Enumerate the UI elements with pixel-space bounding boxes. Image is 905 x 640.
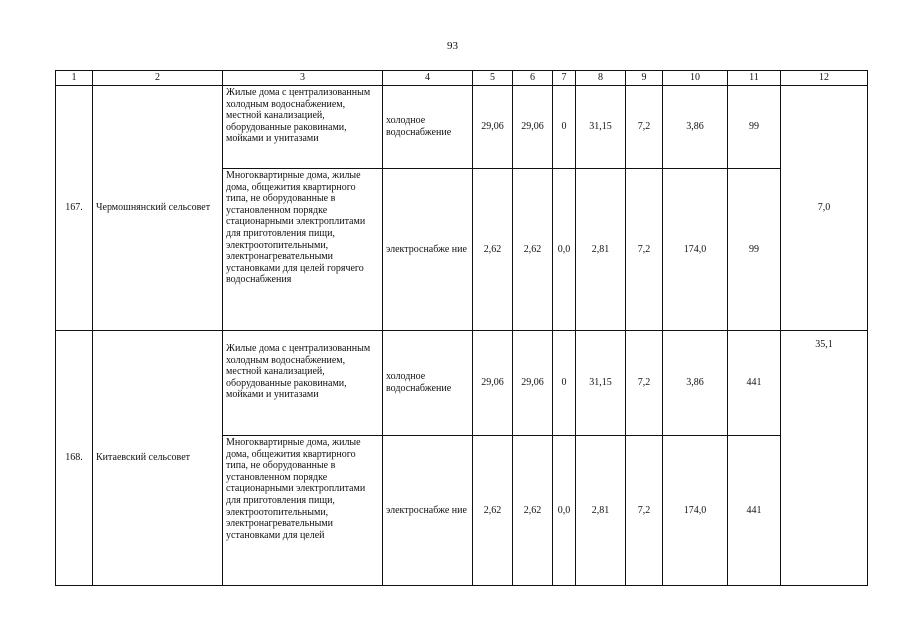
value-col9: 7,2 bbox=[626, 169, 663, 331]
table-row bbox=[56, 331, 868, 436]
group-total: 7,0 bbox=[781, 86, 868, 331]
value-col8: 2,81 bbox=[576, 436, 626, 586]
header-cell: 2 bbox=[93, 71, 223, 86]
group-total: 35,1 bbox=[781, 331, 868, 586]
value-col6: 2,62 bbox=[513, 169, 553, 331]
value-col11: 441 bbox=[728, 436, 781, 586]
value-col10: 174,0 bbox=[663, 436, 728, 586]
header-cell: 4 bbox=[383, 71, 473, 86]
row-number: 167. bbox=[56, 86, 93, 331]
value-col9: 7,2 bbox=[626, 331, 663, 436]
table-row bbox=[56, 86, 868, 169]
housing-description: Жилые дома с централизованным холодным водоснабжением, местной канализацией, оборудованные раковинами, мойками и унитазами bbox=[223, 86, 383, 169]
value-col11: 441 bbox=[728, 331, 781, 436]
municipality-name: Китаевский сельсовет bbox=[93, 331, 223, 586]
value-col8: 31,15 bbox=[576, 86, 626, 169]
value-col7: 0 bbox=[553, 86, 576, 169]
header-cell: 12 bbox=[781, 71, 868, 86]
value-col7: 0,0 bbox=[553, 169, 576, 331]
header-cell: 9 bbox=[626, 71, 663, 86]
housing-description: Жилые дома с централизованным холодным водоснабжением, местной канализацией, оборудованные раковинами, мойками и унитазами bbox=[223, 331, 383, 436]
value-col9: 7,2 bbox=[626, 436, 663, 586]
utility-type: холодное водоснабжение bbox=[383, 331, 473, 436]
value-col5: 2,62 bbox=[473, 436, 513, 586]
header-cell: 5 bbox=[473, 71, 513, 86]
value-col9: 7,2 bbox=[626, 86, 663, 169]
municipality-name: Чермошнянский сельсовет bbox=[93, 86, 223, 331]
header-cell: 10 bbox=[663, 71, 728, 86]
housing-description: Многоквартирные дома, жилые дома, общежития квартирного типа, не оборудованные в установленном порядке стационарными электроплитами для приготовления пищи, электроотопительными, электронагревательными установками для целей bbox=[223, 436, 383, 586]
utility-type: электроснабже ние bbox=[383, 169, 473, 331]
header-cell: 3 bbox=[223, 71, 383, 86]
value-col5: 29,06 bbox=[473, 331, 513, 436]
header-cell: 1 bbox=[56, 71, 93, 86]
value-col6: 2,62 bbox=[513, 436, 553, 586]
header-cell: 7 bbox=[553, 71, 576, 86]
housing-description: Многоквартирные дома, жилые дома, общежития квартирного типа, не оборудованные в установленном порядке стационарными электроплитами для приготовления пищи, электроотопительными, электронагревательными установками для целей горячего водоснабжения bbox=[223, 169, 383, 331]
value-col10: 3,86 bbox=[663, 86, 728, 169]
value-col6: 29,06 bbox=[513, 86, 553, 169]
page-number: 93 bbox=[447, 40, 458, 52]
header-row bbox=[56, 71, 868, 86]
utility-type: электроснабже ние bbox=[383, 436, 473, 586]
value-col7: 0,0 bbox=[553, 436, 576, 586]
value-col5: 2,62 bbox=[473, 169, 513, 331]
value-col10: 174,0 bbox=[663, 169, 728, 331]
row-number: 168. bbox=[56, 331, 93, 586]
header-cell: 11 bbox=[728, 71, 781, 86]
value-col6: 29,06 bbox=[513, 331, 553, 436]
header-cell: 8 bbox=[576, 71, 626, 86]
header-cell: 6 bbox=[513, 71, 553, 86]
value-col7: 0 bbox=[553, 331, 576, 436]
value-col8: 2,81 bbox=[576, 169, 626, 331]
value-col11: 99 bbox=[728, 169, 781, 331]
value-col10: 3,86 bbox=[663, 331, 728, 436]
value-col5: 29,06 bbox=[473, 86, 513, 169]
utility-type: холодное водоснабжение bbox=[383, 86, 473, 169]
tariff-table bbox=[55, 70, 868, 586]
value-col8: 31,15 bbox=[576, 331, 626, 436]
value-col11: 99 bbox=[728, 86, 781, 169]
